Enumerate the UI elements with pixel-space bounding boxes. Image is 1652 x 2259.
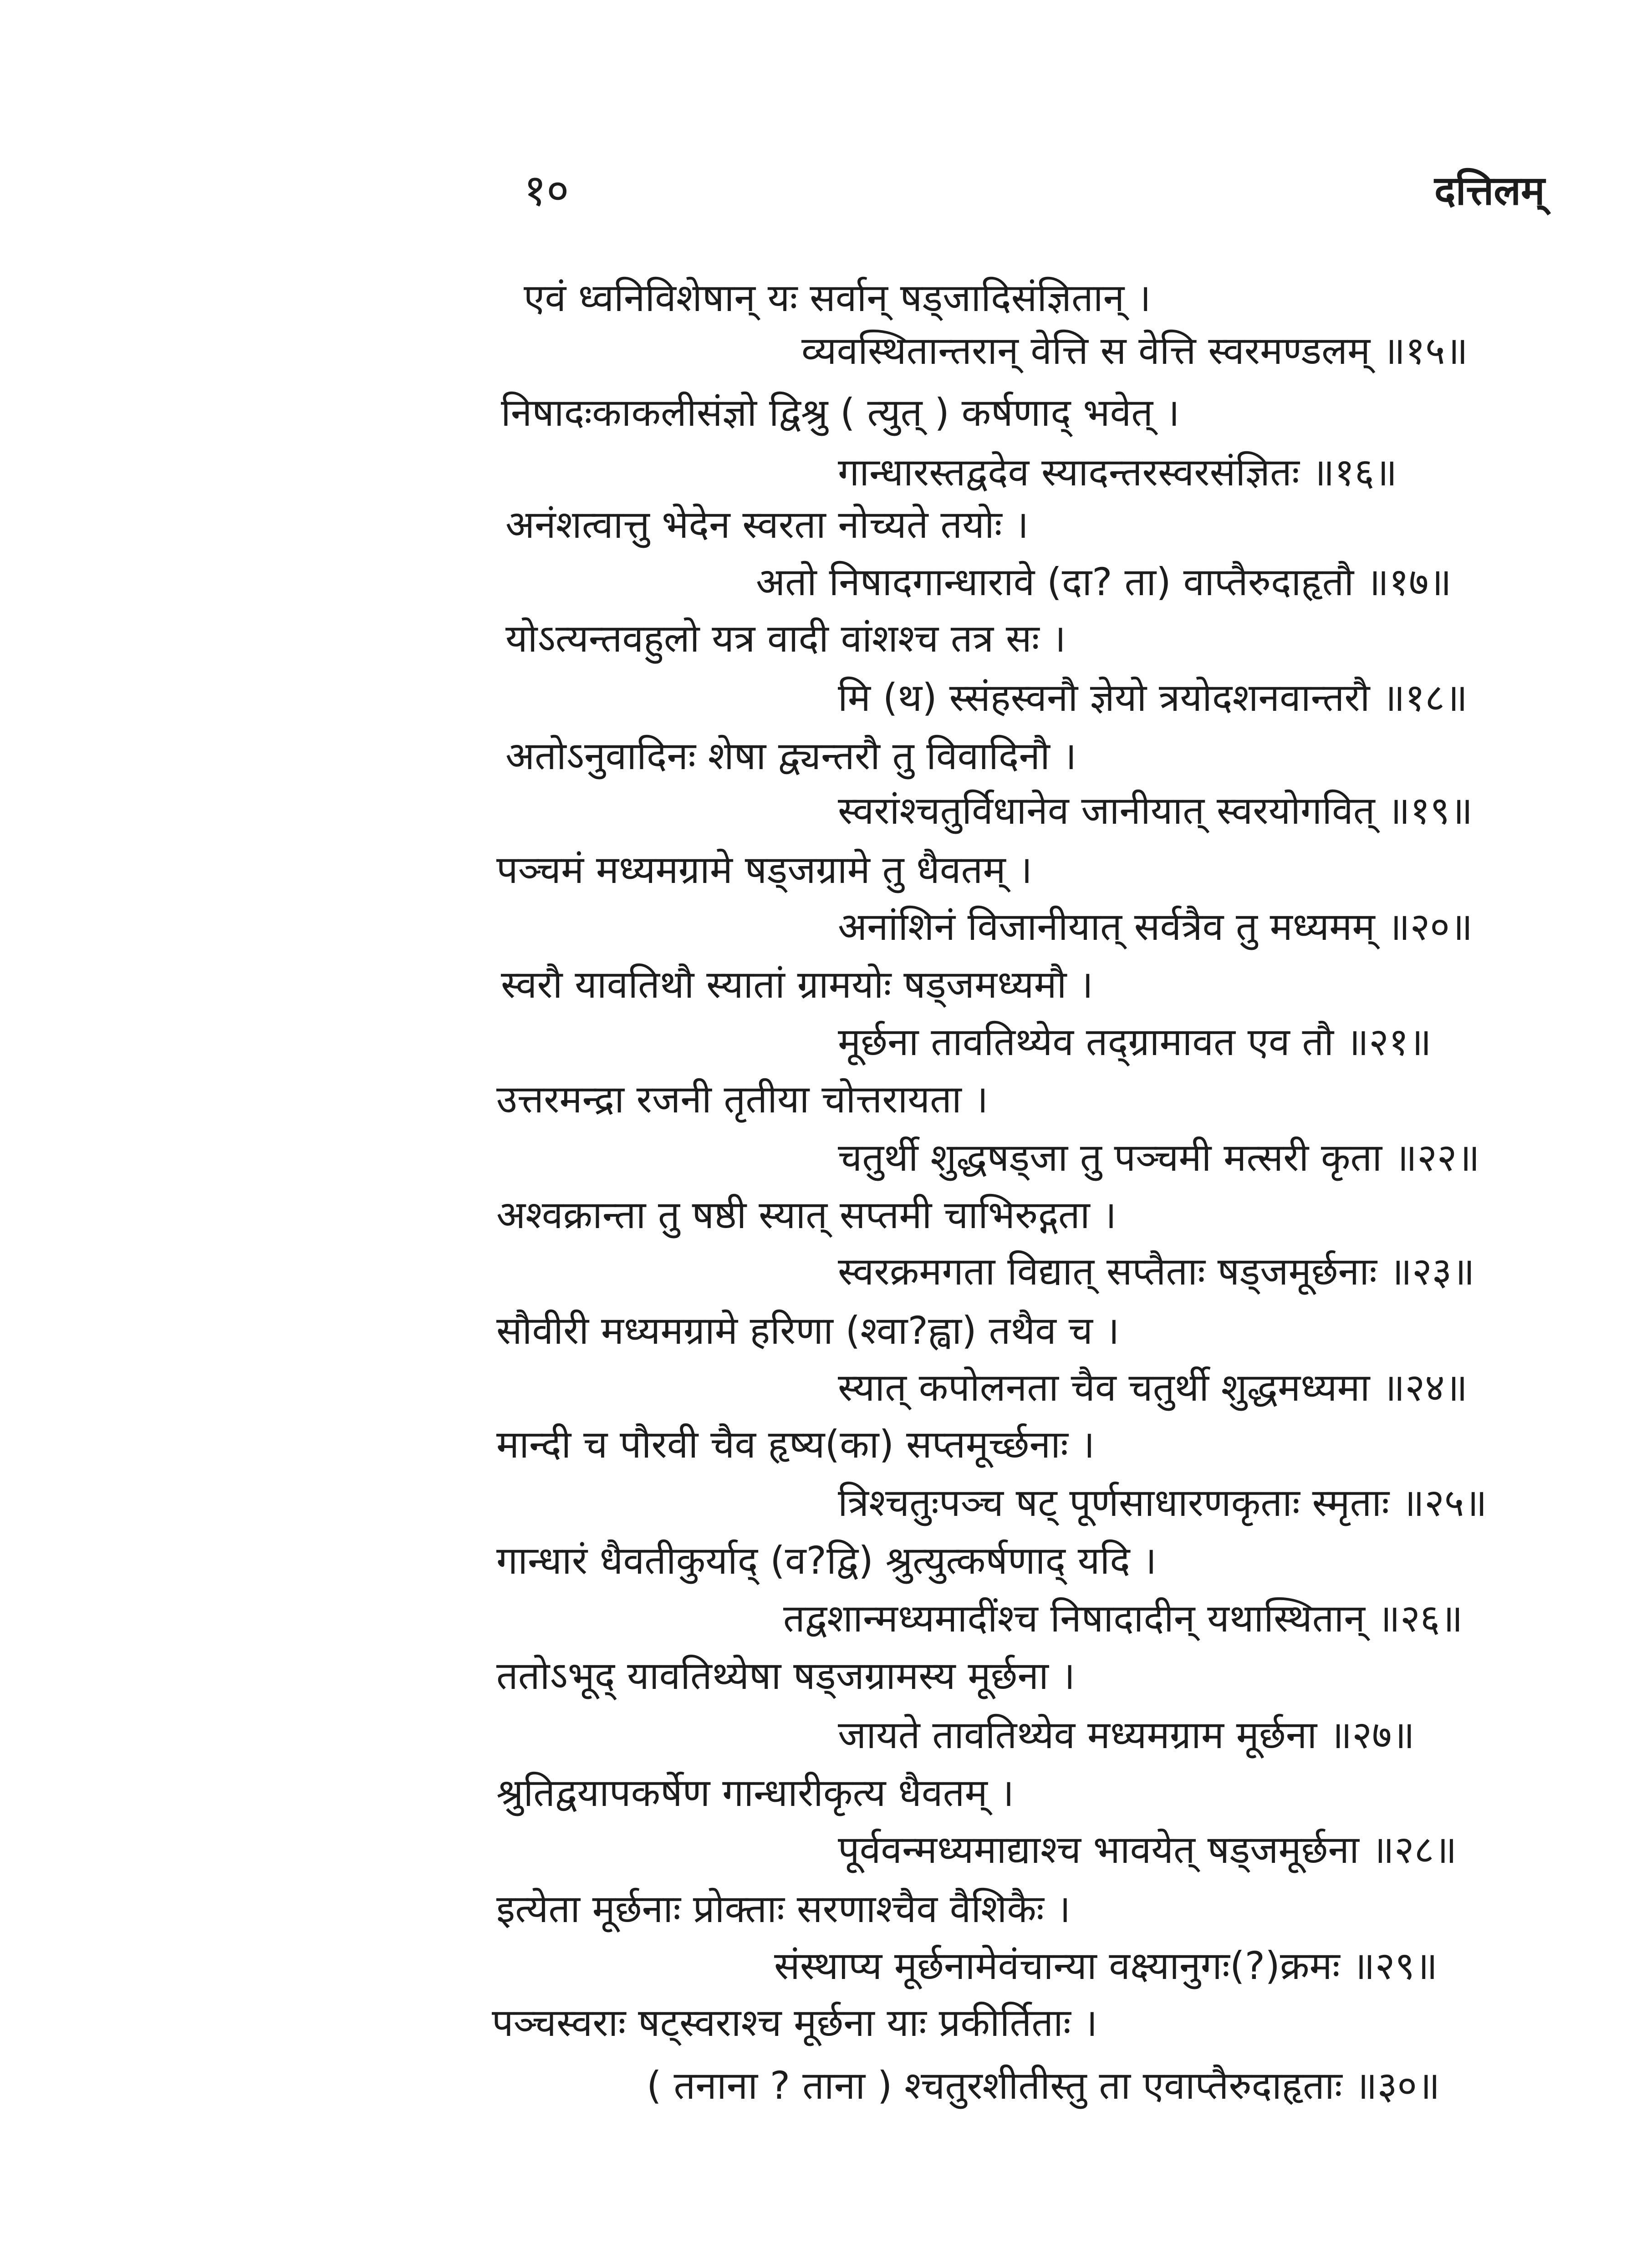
verse-line: श्रुतिद्वयापकर्षेण गान्धारीकृत्य धैवतम् । xyxy=(496,1770,1015,1815)
verse-line: पञ्चमं मध्यमग्रामे षड्जग्रामे तु धैवतम् । xyxy=(496,847,1033,892)
verse-line: पञ्चस्वराः षट्स्वराश्च मूर्छना याः प्रकीर्तिताः । xyxy=(492,2000,1098,2045)
verse-line: पूर्ववन्मध्यमाद्याश्च भावयेत् षड्जमूर्छना ॥२८॥ xyxy=(838,1827,1457,1872)
running-title: दत्तिलम् xyxy=(1434,167,1545,214)
verse-line: इत्येता मूर्छनाः प्रोक्ताः सरणाश्चैव वैशिकैः । xyxy=(496,1887,1071,1931)
verse-line: ( तनाना ? ताना ) श्चतुरशीतीस्तु ता एवाप्तैरुदाहृताः ॥३०॥ xyxy=(647,2063,1440,2108)
verse-line: जायते तावतिथ्येव मध्यमग्राम मूर्छना ॥२७॥ xyxy=(838,1713,1415,1757)
verse-line: चतुर्थी शुद्धषड्जा तु पञ्चमी मत्सरी कृता ॥२२॥ xyxy=(838,1135,1480,1180)
verse-line: मान्दी च पौरवी चैव हृष्य(का) सप्तमूर्च्छनाः । xyxy=(496,1422,1095,1467)
verse-line: व्यवस्थितान्तरान् वेत्ति स वेत्ति स्वरमण्डलम् ॥१५॥ xyxy=(801,328,1468,373)
verse-line: स्वरौ यावतिथौ स्यातां ग्रामयोः षड्जमध्यमौ । xyxy=(501,962,1094,1007)
verse-line: अश्वक्रान्ता तु षष्ठी स्यात् सप्तमी चाभिरुद्गता । xyxy=(496,1193,1117,1237)
verse-line: स्यात् कपोलनता चैव चतुर्थी शुद्धमध्यमा ॥२४॥ xyxy=(838,1365,1468,1410)
verse-line: तद्वशान्मध्यमादींश्च निषादादीन् यथास्थितान् ॥२६॥ xyxy=(783,1596,1463,1641)
verse-line: अतोऽनुवादिनः शेषा द्व्यन्तरौ तु विवादिनौ । xyxy=(505,734,1077,778)
verse-line: एवं ध्वनिविशेषान् यः सर्वान् षड्जादिसंज्ञितान् । xyxy=(524,275,1151,320)
verse-line: योऽत्यन्तवहुलो यत्र वादी वांशश्च तत्र सः । xyxy=(505,616,1066,661)
verse-line: त्रिश्चतुःपञ्च षट् पूर्णसाधारणकृताः स्मृताः ॥२५॥ xyxy=(838,1480,1487,1525)
verse-line: मि (थ) स्संहस्वनौ ज्ञेयो त्रयोदशनवान्तरौ ॥१८॥ xyxy=(838,675,1468,720)
verse-line: ततोऽभूद् यावतिथ्येषा षड्जग्रामस्य मूर्छना । xyxy=(496,1653,1076,1698)
verse-line: निषादःकाकलीसंज्ञो द्विश्रु ( त्युत् ) कर्षणाद् भवेत् । xyxy=(501,390,1180,435)
verse-line: मूर्छना तावतिथ्येव तद्ग्रामावत एव तौ ॥२१॥ xyxy=(838,1020,1432,1064)
verse-line: अनंशत्वात्तु भेदेन स्वरता नोच्यते तयोः । xyxy=(505,502,1029,547)
verse-line: स्वरांश्चतुर्विधानेव जानीयात् स्वरयोगवित् ॥१९॥ xyxy=(838,788,1473,833)
verse-line: अतो निषादगान्धारावे (दा? ता) वाप्तैरुदाहृतौ ॥१७॥ xyxy=(756,560,1452,604)
verse-line: गान्धारं धैवतीकुर्याद् (व?द्वि) श्रुत्युत्कर्षणाद् यदि । xyxy=(496,1538,1157,1583)
verse-line: उत्तरमन्द्रा रजनी तृतीया चोत्तरायता । xyxy=(496,1077,989,1122)
verse-line: स्वरक्रमगता विद्यात् सप्तैताः षड्जमूर्छनाः ॥२३॥ xyxy=(838,1249,1475,1294)
verse-line: अनांशिनं विजानीयात् सर्वत्रैव तु मध्यमम् ॥२०॥ xyxy=(838,904,1473,949)
verse-line: सौवीरी मध्यमग्रामे हरिणा (श्वा?ह्वा) तथैव च । xyxy=(496,1308,1120,1353)
verse-line: संस्थाप्य मूर्छनामेवंचान्या वक्ष्यानुगः(?)क्रमः ॥२९॥ xyxy=(774,1943,1438,1988)
page-number: १० xyxy=(524,165,569,216)
verse-line: गान्धारस्तद्वदेव स्यादन्तरस्वरसंज्ञितः ॥१६॥ xyxy=(838,450,1397,495)
